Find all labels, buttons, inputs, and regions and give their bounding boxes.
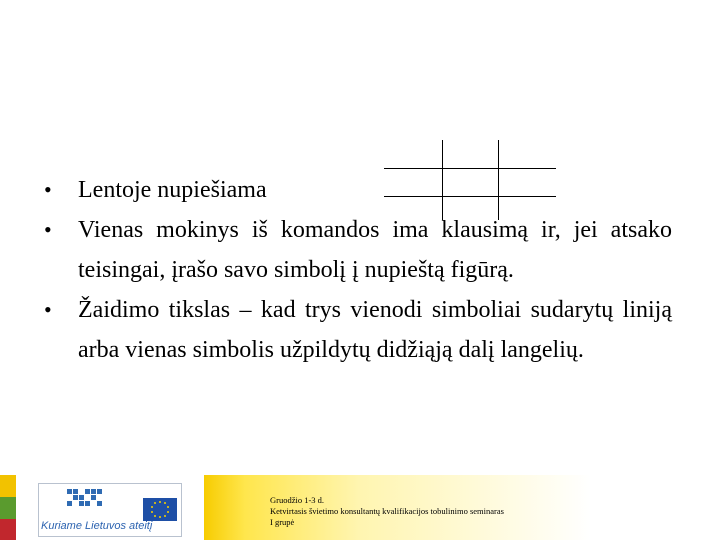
seminar-group: I grupė xyxy=(270,517,295,527)
bullet-list xyxy=(44,170,672,370)
seminar-date: Gruodžio 1-3 d. xyxy=(270,495,325,505)
bullet-glyph: • xyxy=(44,217,52,242)
seminar-info xyxy=(270,495,504,528)
grid-horizontal-line xyxy=(384,168,556,169)
eu-flag-icon xyxy=(143,498,177,521)
slide-footer xyxy=(0,475,720,540)
sponsor-logo xyxy=(38,483,182,537)
bullet-item xyxy=(44,290,672,370)
lithuanian-flag-stripes-icon xyxy=(0,475,16,497)
bullet-item xyxy=(44,210,672,290)
bullet-text: Žaidimo tikslas – kad trys vienodi simboliai sudarytų liniją arba vienas simbolis užpildytų didžiąją dalį langelių. xyxy=(78,297,672,363)
bullet-text: Vienas mokinys iš komandos ima klausimą ir, jei atsako teisingai, įrašo savo simbolį į nupieštą figūrą. xyxy=(78,217,672,283)
seminar-title: Ketvirtasis švietimo konsultantų kvalifikacijos tobulinimo seminaras xyxy=(270,506,504,516)
logo-slogan: Kuriame Lietuvos ateitį xyxy=(41,520,153,532)
bullet-text: Lentoje nupiešiama xyxy=(78,177,267,203)
mosaic-logo-icon xyxy=(67,489,103,511)
flag-stripe-red xyxy=(0,519,16,540)
bullet-item xyxy=(44,170,672,210)
bullet-glyph: • xyxy=(44,177,52,202)
flag-stripe-green xyxy=(0,497,16,519)
bullet-glyph: • xyxy=(44,297,52,322)
